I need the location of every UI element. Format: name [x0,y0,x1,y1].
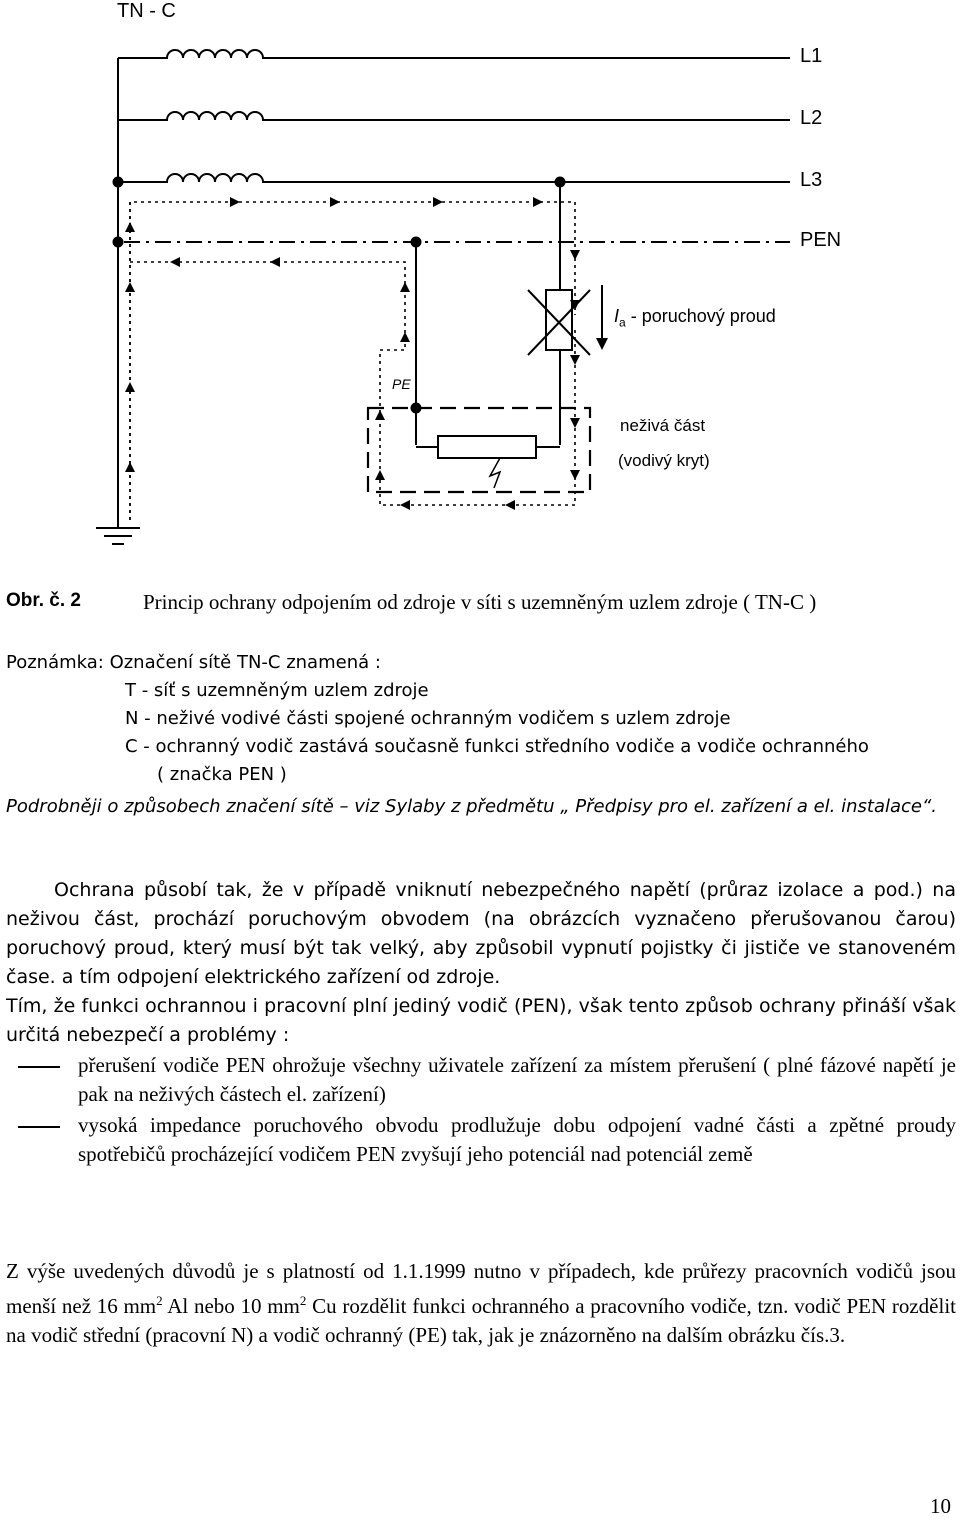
pe-label: PE [392,376,411,392]
fault-current-arrow-icon [596,338,608,350]
fault-current-arrows [125,197,580,510]
circuit-diagram [0,0,960,560]
diagram-title: TN - C [117,0,176,22]
exposed-part-label: neživá část [620,416,706,435]
line-label-pen: PEN [800,229,842,251]
paragraph-problems: Tím, že funkci ochrannou i pracovní plní jediný vodič (PEN), však tento způsob ochrany přináší však určitá nebezpečí a problémy : [6,995,956,1046]
line-label-l1: L1 [800,45,823,67]
fault-current-path [130,202,575,520]
note-reference: Podrobněji o způsobech značení sítě – viz Sylaby z předmětu „ Předpisy pro el. zařízení a el. instalace“. [6,796,938,817]
transformer-windings [118,50,790,182]
load-resistor-icon [438,436,536,458]
figure-caption: Princip ochrany odpojením od zdroje v síti s uzemněným uzlem zdroje ( TN-C ) [143,590,817,614]
earth-icon [96,528,140,544]
line-label-l3: L3 [800,169,823,191]
list-item: vysoká impedance poruchového obvodu prodlužuje dobu odpojení vadné části a zpětné proudy spotřebičů procházející vodičem PEN zvyšují jeho potenciál nad potenciál země [78,1113,956,1166]
fault-current-label: $I_a$ - poruchový proud [614,306,776,330]
note-line-pen: ( značka PEN ) [157,764,287,785]
exposed-part-sublabel: (vodivý kryt) [618,451,710,470]
page-number: 10 [930,1494,951,1518]
dash-bullet-icon [18,1066,60,1068]
note-heading: Poznámka: Označení sítě TN-C znamená : [6,652,381,673]
fault-icon [490,458,500,488]
note-line-c: C - ochranný vodič zastává současně funkci středního vodiče a vodiče ochranného [125,736,869,757]
dash-bullet-icon [18,1126,60,1128]
list-item: přerušení vodiče PEN ohrožuje všechny uživatele zařízení za místem přerušení ( plné fázové napětí je pak na neživých částech el. zařízení) [78,1053,956,1106]
closing-paragraph: Z výše uvedených důvodů je s platností od 1.1.1999 nutno v případech, kde průřezy pracovních vodičů jsou menší než 16 $mm^2$ Al nebo 10 $mm^2$ Cu rozdělit funkci ochranného a pracovního vodiče, tzn. vodič PEN rozdělit na vodič střední (pracovní N) a vodič ochranný (PE) tak, jak je znázorněno na dalším obrázku čís.3. [6,1259,956,1347]
paragraph-protection: Ochrana působí tak, že v případě vniknutí nebezpečného napětí (průraz izolace a pod.) na neživou část, prochází poruchovým obvodem (na obrázcích vyznačeno přerušovanou čarou) poruchový proud, který musí být tak velký, aby způsobil vypnutí pojistky či jističe ve stanoveném čase. a tím odpojení elektrického zařízení od zdroje. [6,879,956,988]
note-line-t: T - síť s uzemněným uzlem zdroje [125,680,429,701]
line-label-l2: L2 [800,107,823,129]
note-line-n: N - neživé vodivé části spojené ochranným vodičem s uzlem zdroje [125,708,731,729]
fuse-icon [528,290,590,355]
figure-number: Obr. č. 2 [6,590,81,611]
